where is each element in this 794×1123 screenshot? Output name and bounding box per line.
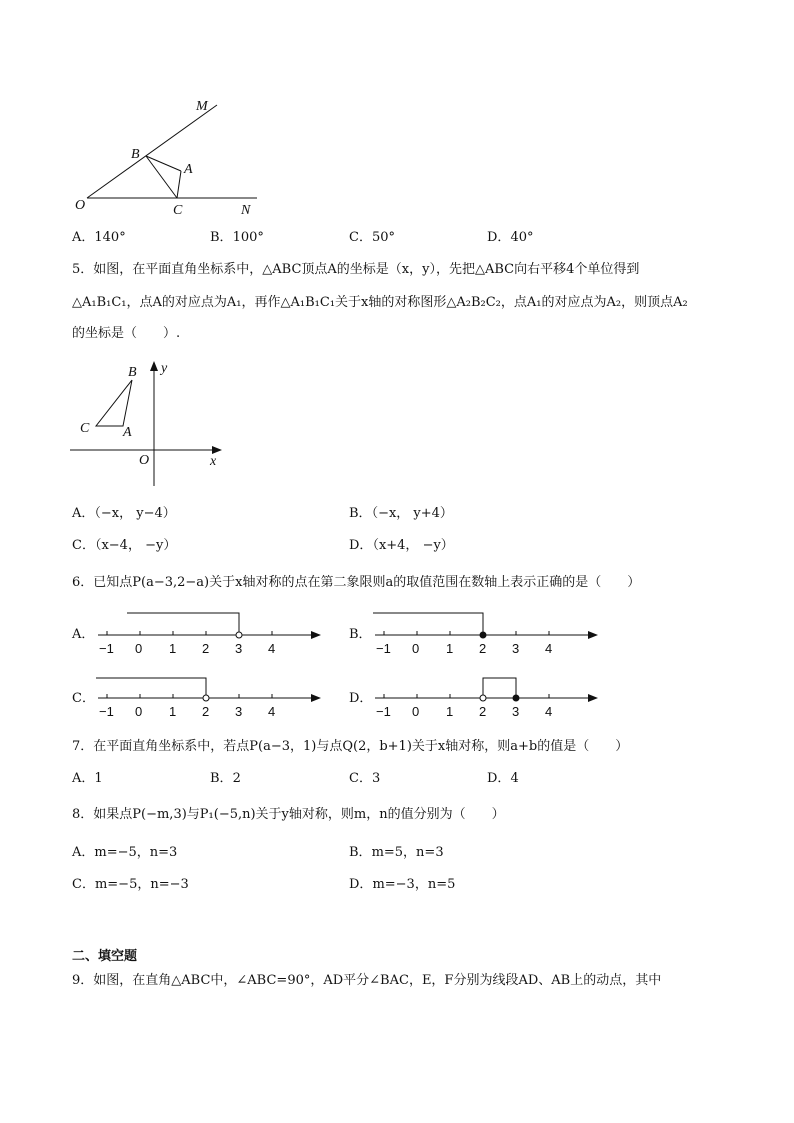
solution-ray	[373, 613, 483, 632]
number-line-arrow	[588, 631, 598, 639]
closed-dot	[513, 695, 519, 701]
q7-option-c[interactable]: C．3	[349, 771, 381, 786]
number-line-c[interactable]	[90, 668, 330, 726]
number-line-b[interactable]	[367, 605, 607, 663]
q5-option-c[interactable]: C．（x−4， −y）	[72, 538, 177, 553]
label-o: O	[139, 453, 150, 468]
ticks	[384, 694, 549, 698]
tick-label: 4	[268, 641, 276, 656]
number-line-arrow	[311, 694, 321, 702]
tick-label: −1	[99, 641, 114, 656]
q5-stem-line3: 的坐标是（ ）.	[72, 326, 181, 341]
label-n: N	[241, 203, 251, 218]
q8-option-a[interactable]: A．m=−5，n=3	[72, 845, 178, 860]
q7-stem: 7．在平面直角坐标系中，若点P(a−3，1)与点Q(2，b+1)关于x轴对称，则a+b的值是（ ）	[72, 739, 629, 754]
open-dot	[203, 695, 209, 701]
tick-label: 3	[512, 641, 520, 656]
q5-stem-line1: 5．如图，在平面直角坐标系中，△ABC顶点A的坐标是（x，y），先把△ABC向右平移4个单位得到	[72, 262, 640, 277]
q7-option-d[interactable]: D．4	[487, 771, 519, 786]
label-o: O	[75, 198, 86, 213]
q7-option-b[interactable]: B．2	[210, 771, 241, 786]
label-b: B	[131, 147, 140, 162]
q6-option-a[interactable]: A．	[72, 627, 95, 642]
tick-label: 4	[268, 704, 276, 719]
number-line-arrow	[588, 694, 598, 702]
number-line-a[interactable]	[90, 605, 330, 663]
tick-label: 0	[135, 704, 143, 719]
label-a: A	[184, 162, 193, 177]
tick-label: 2	[202, 704, 210, 719]
tick-label: 1	[169, 704, 177, 719]
tick-label: 0	[412, 641, 420, 656]
tick-label: −1	[99, 704, 114, 719]
label-x: x	[210, 454, 217, 469]
q8-option-c[interactable]: C．m=−5，n=−3	[72, 877, 189, 892]
closed-dot	[480, 632, 486, 638]
q4-option-a[interactable]: A．140°	[72, 230, 126, 245]
q5-option-b[interactable]: B．（−x， y+4）	[349, 506, 453, 521]
tick-label: −1	[376, 704, 391, 719]
tick-label: 1	[169, 641, 177, 656]
q6-option-b[interactable]: B．	[349, 627, 372, 642]
tick-label: 2	[202, 641, 210, 656]
number-line-d[interactable]	[367, 668, 607, 726]
tick-label: 4	[545, 641, 553, 656]
tick-label: 2	[479, 641, 487, 656]
ray-om	[87, 105, 217, 198]
q8-stem: 8．如果点P(−m,3)与P₁(−5,n)关于y轴对称，则m，n的值分别为（ ）	[72, 807, 505, 822]
label-a: A	[123, 425, 132, 440]
tick-label: −1	[376, 641, 391, 656]
tick-label: 0	[412, 704, 420, 719]
q9-stem: 9．如图，在直角△ABC中，∠ABC=90°，AD平分∠BAC，E，F分别为线段AD、AB上的动点，其中	[72, 973, 662, 988]
solution-ray	[127, 613, 239, 632]
number-line-arrow	[311, 631, 321, 639]
label-m: M	[196, 99, 208, 114]
q8-option-d[interactable]: D．m=−3，n=5	[349, 877, 456, 892]
segment-ac	[177, 171, 181, 198]
solution-ray	[96, 678, 206, 695]
tick-label: 4	[545, 704, 553, 719]
label-c: C	[173, 203, 183, 218]
tick-label: 3	[235, 641, 243, 656]
ticks	[107, 631, 272, 635]
triangle-abc	[96, 380, 132, 426]
q6-option-c[interactable]: C．	[72, 691, 95, 706]
tick-label: 3	[512, 704, 520, 719]
q6-stem: 6．已知点P(a−3,2−a)关于x轴对称的点在第二象限则a的取值范围在数轴上表示正确的是（ ）	[72, 575, 641, 590]
tick-label: 0	[135, 641, 143, 656]
q4-option-b[interactable]: B．100°	[210, 230, 264, 245]
angle-figure	[70, 95, 270, 220]
q5-option-a[interactable]: A．（−x， y−4）	[72, 506, 176, 521]
q5-stem-line2: △A₁B₁C₁，点A的对应点为A₁，再作△A₁B₁C₁关于x轴的对称图形△A₂B₂C₂，点A₁的对应点为A₂，则顶点A₂	[72, 295, 688, 310]
q7-option-a[interactable]: A．1	[72, 771, 103, 786]
q4-option-d[interactable]: D．40°	[487, 230, 534, 245]
tick-label: 2	[479, 704, 487, 719]
label-c: C	[80, 421, 90, 436]
open-dot	[236, 632, 242, 638]
q6-option-d[interactable]: D．	[349, 691, 373, 706]
label-y: y	[161, 361, 168, 376]
x-axis-arrow	[212, 446, 222, 454]
label-b: B	[128, 365, 137, 380]
section-heading-fill-blank: 二、填空题	[72, 949, 138, 964]
tick-label: 3	[235, 704, 243, 719]
ticks	[107, 694, 272, 698]
tick-label: 1	[446, 704, 454, 719]
y-axis-arrow	[150, 361, 158, 371]
q4-option-c[interactable]: C．50°	[349, 230, 395, 245]
q8-option-b[interactable]: B．m=5，n=3	[349, 845, 444, 860]
open-dot	[480, 695, 486, 701]
coordinate-figure	[70, 358, 230, 490]
tick-label: 1	[446, 641, 454, 656]
solution-interval	[483, 678, 516, 695]
ticks	[384, 631, 549, 635]
q5-option-d[interactable]: D．（x+4， −y）	[349, 538, 454, 553]
